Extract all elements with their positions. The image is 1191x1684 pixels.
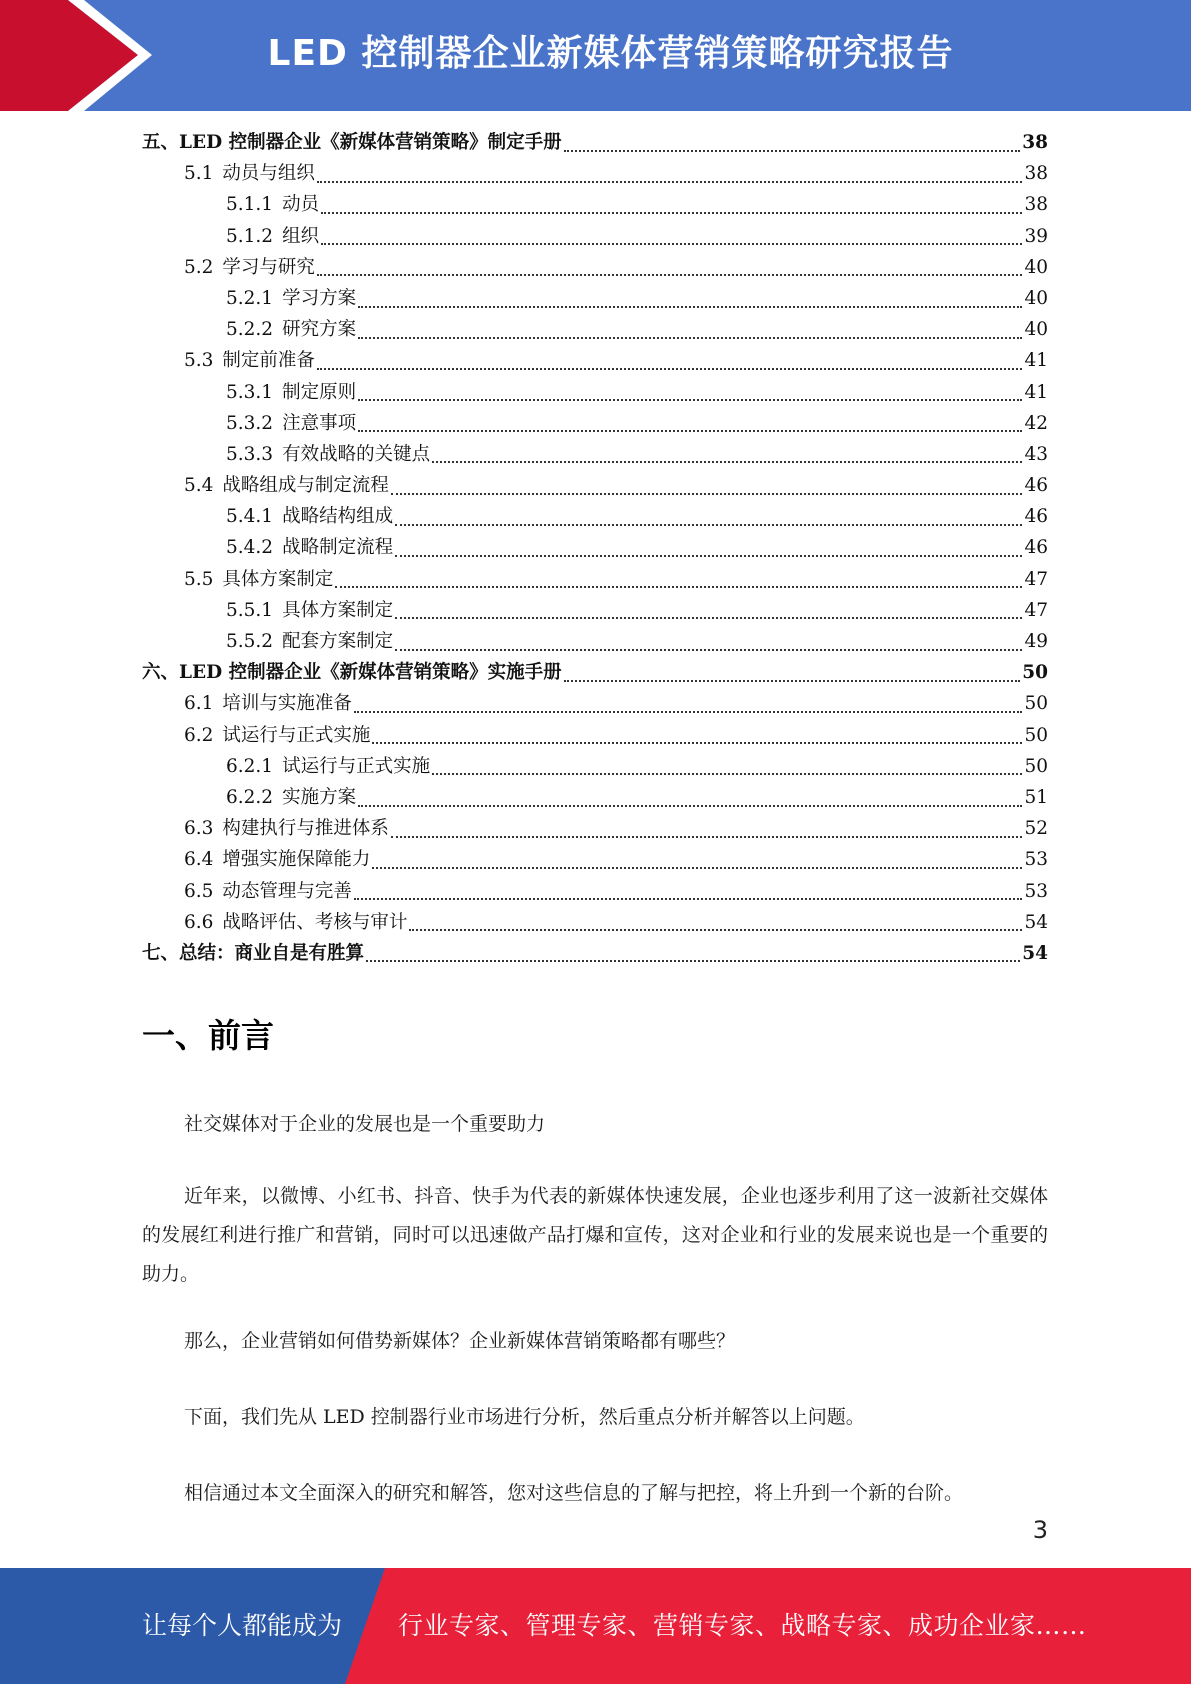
toc-entry[interactable] (142, 876, 1048, 907)
toc-leader-dots (395, 649, 1022, 651)
toc-entry-page: 47 (1024, 599, 1048, 621)
toc-entry-label (184, 844, 370, 875)
header-bar (0, 0, 1191, 111)
toc-leader-dots (564, 150, 1021, 152)
toc-entry-label (226, 189, 319, 220)
toc-entry-label (142, 938, 364, 969)
toc-entry-label (184, 720, 370, 751)
toc-entry-text: 战略结构组成 (282, 506, 394, 528)
toc-entry-label (184, 813, 389, 844)
toc-entry-page: 46 (1024, 506, 1048, 528)
toc-leader-dots (358, 337, 1022, 339)
section-title: 一、前言 (142, 1016, 274, 1055)
toc-entry[interactable] (142, 782, 1048, 813)
toc-entry-label (226, 408, 356, 439)
toc-entry-text: 制定原则 (282, 381, 357, 403)
toc-entry-label (226, 314, 356, 345)
toc-entry-page: 40 (1024, 287, 1048, 309)
toc-entry-text: 增强实施保障能力 (222, 849, 371, 871)
toc-entry-label (184, 345, 315, 376)
toc-entry-number: 6.3 (184, 818, 214, 840)
toc-entry-label (184, 564, 333, 595)
toc-entry-text: 学习与研究 (222, 256, 315, 278)
toc-entry-number: 5.1.2 (226, 225, 274, 247)
toc-entry[interactable] (142, 470, 1048, 501)
toc-entry-page: 41 (1024, 350, 1048, 372)
toc-entry-number: 5.1.1 (226, 194, 274, 216)
toc-entry-label (184, 907, 407, 938)
toc-leader-dots (317, 368, 1023, 370)
toc-entry-page: 49 (1024, 631, 1048, 652)
toc-entry-page: 42 (1024, 412, 1048, 434)
toc-entry-number: 6.2.2 (226, 786, 274, 808)
paragraph-4: 下面，我们先从 LED 控制器行业市场进行分析，然后重点分析并解答以上问题。 (184, 1406, 865, 1428)
toc-entry-label (184, 158, 315, 189)
toc-entry-number: 5.4.2 (226, 537, 274, 559)
toc-entry-text: 七、总结：商业自是有胜算 (142, 942, 365, 964)
toc-entry[interactable] (142, 501, 1048, 532)
toc-entry-page: 38 (1024, 163, 1048, 185)
toc-entry-text: 战略组成与制定流程 (222, 475, 389, 497)
toc-entry-text: 制定前准备 (222, 350, 315, 372)
report-title: LED 控制器企业新媒体营销策略研究报告 (267, 33, 954, 74)
toc-entry[interactable] (142, 626, 1048, 657)
toc-entry-text: 构建执行与推进体系 (222, 818, 389, 840)
toc-leader-dots (358, 399, 1022, 401)
toc-entry-text: 具体方案制定 (282, 599, 394, 621)
table-of-contents (142, 127, 1048, 969)
footer-slogan-right: 行业专家、管理专家、营销专家、战略专家、成功企业家…… (398, 1611, 1087, 1640)
toc-entry-page: 53 (1024, 849, 1048, 871)
toc-entry[interactable] (142, 751, 1048, 782)
paragraph-5: 相信通过本文全面深入的研究和解答，您对这些信息的了解与把控，将上升到一个新的台阶。 (184, 1482, 964, 1504)
toc-entry[interactable] (142, 408, 1048, 439)
toc-entry-text: 试运行与正式实施 (282, 755, 431, 777)
toc-entry[interactable] (142, 158, 1048, 189)
toc-entry[interactable] (142, 221, 1048, 252)
toc-leader-dots (317, 274, 1023, 276)
toc-entry-text: 具体方案制定 (222, 568, 334, 590)
toc-entry[interactable] (142, 844, 1048, 875)
toc-leader-dots (335, 586, 1022, 588)
page-number: 3 (1032, 1516, 1048, 1544)
toc-entry-label (226, 377, 356, 408)
toc-entry-number: 5.1 (184, 163, 214, 185)
toc-entry-label (184, 252, 315, 283)
toc-leader-dots (395, 524, 1022, 526)
toc-entry-page: 47 (1024, 568, 1048, 590)
toc-entry[interactable] (142, 439, 1048, 470)
toc-entry-page: 46 (1024, 537, 1048, 559)
toc-entry-page: 50 (1024, 755, 1048, 777)
toc-entry-page: 41 (1024, 381, 1048, 403)
toc-leader-dots (317, 181, 1023, 183)
toc-entry-text: 动员与组织 (222, 163, 315, 185)
toc-entry-text: 组织 (282, 225, 320, 247)
toc-entry-page: 52 (1024, 818, 1048, 840)
toc-entry-label (226, 221, 319, 252)
toc-entry-label (226, 439, 430, 470)
toc-entry-number: 5.3.3 (226, 443, 274, 465)
toc-entry[interactable] (142, 189, 1048, 220)
toc-entry-label (142, 657, 562, 688)
toc-entry-number: 5.3.1 (226, 381, 274, 403)
toc-entry[interactable] (142, 720, 1048, 751)
toc-entry-label (184, 688, 352, 719)
toc-entry[interactable] (142, 688, 1048, 719)
footer-slogan-left: 让每个人都能成为 (142, 1611, 343, 1640)
toc-entry-number: 5.5.2 (226, 631, 274, 652)
toc-leader-dots (358, 306, 1022, 308)
paragraph-3: 那么，企业营销如何借势新媒体？企业新媒体营销策略都有哪些？ (184, 1330, 736, 1352)
toc-entry-text: 有效战略的关键点 (282, 443, 431, 465)
toc-entry-page: 50 (1024, 693, 1048, 715)
toc-entry[interactable] (142, 907, 1048, 938)
toc-entry-number: 5.2.1 (226, 287, 274, 309)
toc-leader-dots (432, 773, 1022, 775)
toc-leader-dots (354, 711, 1023, 713)
toc-leader-dots (409, 929, 1022, 931)
toc-entry-page: 50 (1024, 724, 1048, 746)
toc-entry[interactable] (142, 595, 1048, 626)
toc-entry-label (226, 751, 430, 782)
toc-entry-label (184, 876, 352, 907)
toc-entry-label (226, 626, 393, 657)
toc-entry-page: 43 (1024, 443, 1048, 465)
toc-entry-page: 38 (1024, 194, 1048, 216)
toc-leader-dots (391, 836, 1023, 838)
toc-entry-number: 5.2 (184, 256, 214, 278)
toc-entry-number: 6.6 (184, 911, 214, 933)
toc-entry-label (226, 532, 393, 563)
toc-entry[interactable] (142, 345, 1048, 376)
toc-entry-text: 学习方案 (282, 287, 357, 309)
toc-entry-page: 39 (1024, 225, 1048, 247)
toc-entry-label (142, 127, 562, 158)
toc-entry[interactable] (142, 283, 1048, 314)
toc-leader-dots (321, 243, 1022, 245)
toc-entry-page: 50 (1022, 662, 1048, 684)
toc-entry-page: 51 (1024, 786, 1048, 808)
toc-leader-dots (391, 493, 1023, 495)
toc-entry-page: 54 (1024, 911, 1048, 933)
toc-leader-dots (395, 555, 1022, 557)
toc-entry-text: 动员 (282, 194, 320, 216)
toc-entry-page: 40 (1024, 319, 1048, 341)
toc-entry-text: 五、LED 控制器企业《新媒体营销策略》制定手册 (142, 132, 562, 153)
toc-leader-dots (358, 430, 1022, 432)
footer-banner (0, 1568, 1191, 1684)
toc-entry-text: 动态管理与完善 (222, 880, 352, 902)
toc-entry-number: 6.4 (184, 849, 214, 871)
toc-entry[interactable] (142, 657, 1048, 688)
toc-entry-page: 46 (1024, 475, 1048, 497)
toc-entry-text: 试运行与正式实施 (222, 724, 371, 746)
toc-entry-text: 培训与实施准备 (222, 693, 352, 715)
toc-entry-number: 5.3 (184, 350, 214, 372)
toc-entry-text: 研究方案 (282, 319, 357, 341)
toc-leader-dots (432, 461, 1022, 463)
toc-entry-text: 战略评估、考核与审计 (222, 911, 408, 933)
toc-entry-label (226, 782, 356, 813)
toc-entry-page: 38 (1022, 132, 1048, 153)
toc-leader-dots (372, 867, 1022, 869)
paragraph-1: 社交媒体对于企业的发展也是一个重要助力 (184, 1113, 546, 1135)
toc-entry-text: 战略制定流程 (282, 537, 394, 559)
toc-entry[interactable] (142, 813, 1048, 844)
toc-entry-page: 40 (1024, 256, 1048, 278)
toc-entry-number: 6.1 (184, 693, 214, 715)
toc-entry-text: 注意事项 (282, 412, 357, 434)
toc-entry-text: 六、LED 控制器企业《新媒体营销策略》实施手册 (142, 662, 562, 684)
toc-entry-page: 53 (1024, 880, 1048, 902)
toc-leader-dots (354, 898, 1023, 900)
toc-leader-dots (366, 960, 1020, 962)
toc-entry[interactable] (142, 564, 1048, 595)
toc-entry-label (226, 501, 393, 532)
toc-entry-text: 实施方案 (282, 786, 357, 808)
toc-entry-number: 5.4.1 (226, 506, 274, 528)
toc-entry-label (226, 283, 356, 314)
toc-entry[interactable] (142, 938, 1048, 969)
paragraph-2: 近年来，以微博、小红书、抖音、快手为代表的新媒体快速发展，企业也逐步利用了这一波新社交媒体的发展红利进行推广和营销，同时可以迅速做产品打爆和宣传，这对企业和行业的发展来说也是一个重要的助力。 (142, 1185, 1048, 1285)
toc-entry-number: 5.4 (184, 475, 214, 497)
toc-entry[interactable] (142, 127, 1048, 158)
toc-entry-page: 54 (1022, 942, 1048, 964)
toc-leader-dots (395, 617, 1022, 619)
toc-entry-label (226, 595, 393, 626)
toc-entry[interactable] (142, 252, 1048, 283)
toc-leader-dots (321, 212, 1022, 214)
toc-entry[interactable] (142, 377, 1048, 408)
toc-entry[interactable] (142, 532, 1048, 563)
toc-leader-dots (372, 742, 1022, 744)
toc-entry-number: 6.5 (184, 880, 214, 902)
toc-entry-number: 5.2.2 (226, 319, 274, 341)
toc-entry-number: 6.2 (184, 724, 214, 746)
toc-entry-text: 配套方案制定 (282, 631, 394, 652)
toc-entry[interactable] (142, 314, 1048, 345)
toc-leader-dots (564, 680, 1021, 682)
toc-entry-label (184, 470, 389, 501)
toc-entry-number: 5.5.1 (226, 599, 274, 621)
toc-entry-number: 6.2.1 (226, 755, 274, 777)
toc-entry-number: 5.5 (184, 568, 214, 590)
toc-entry-number: 5.3.2 (226, 412, 274, 434)
toc-leader-dots (358, 805, 1022, 807)
